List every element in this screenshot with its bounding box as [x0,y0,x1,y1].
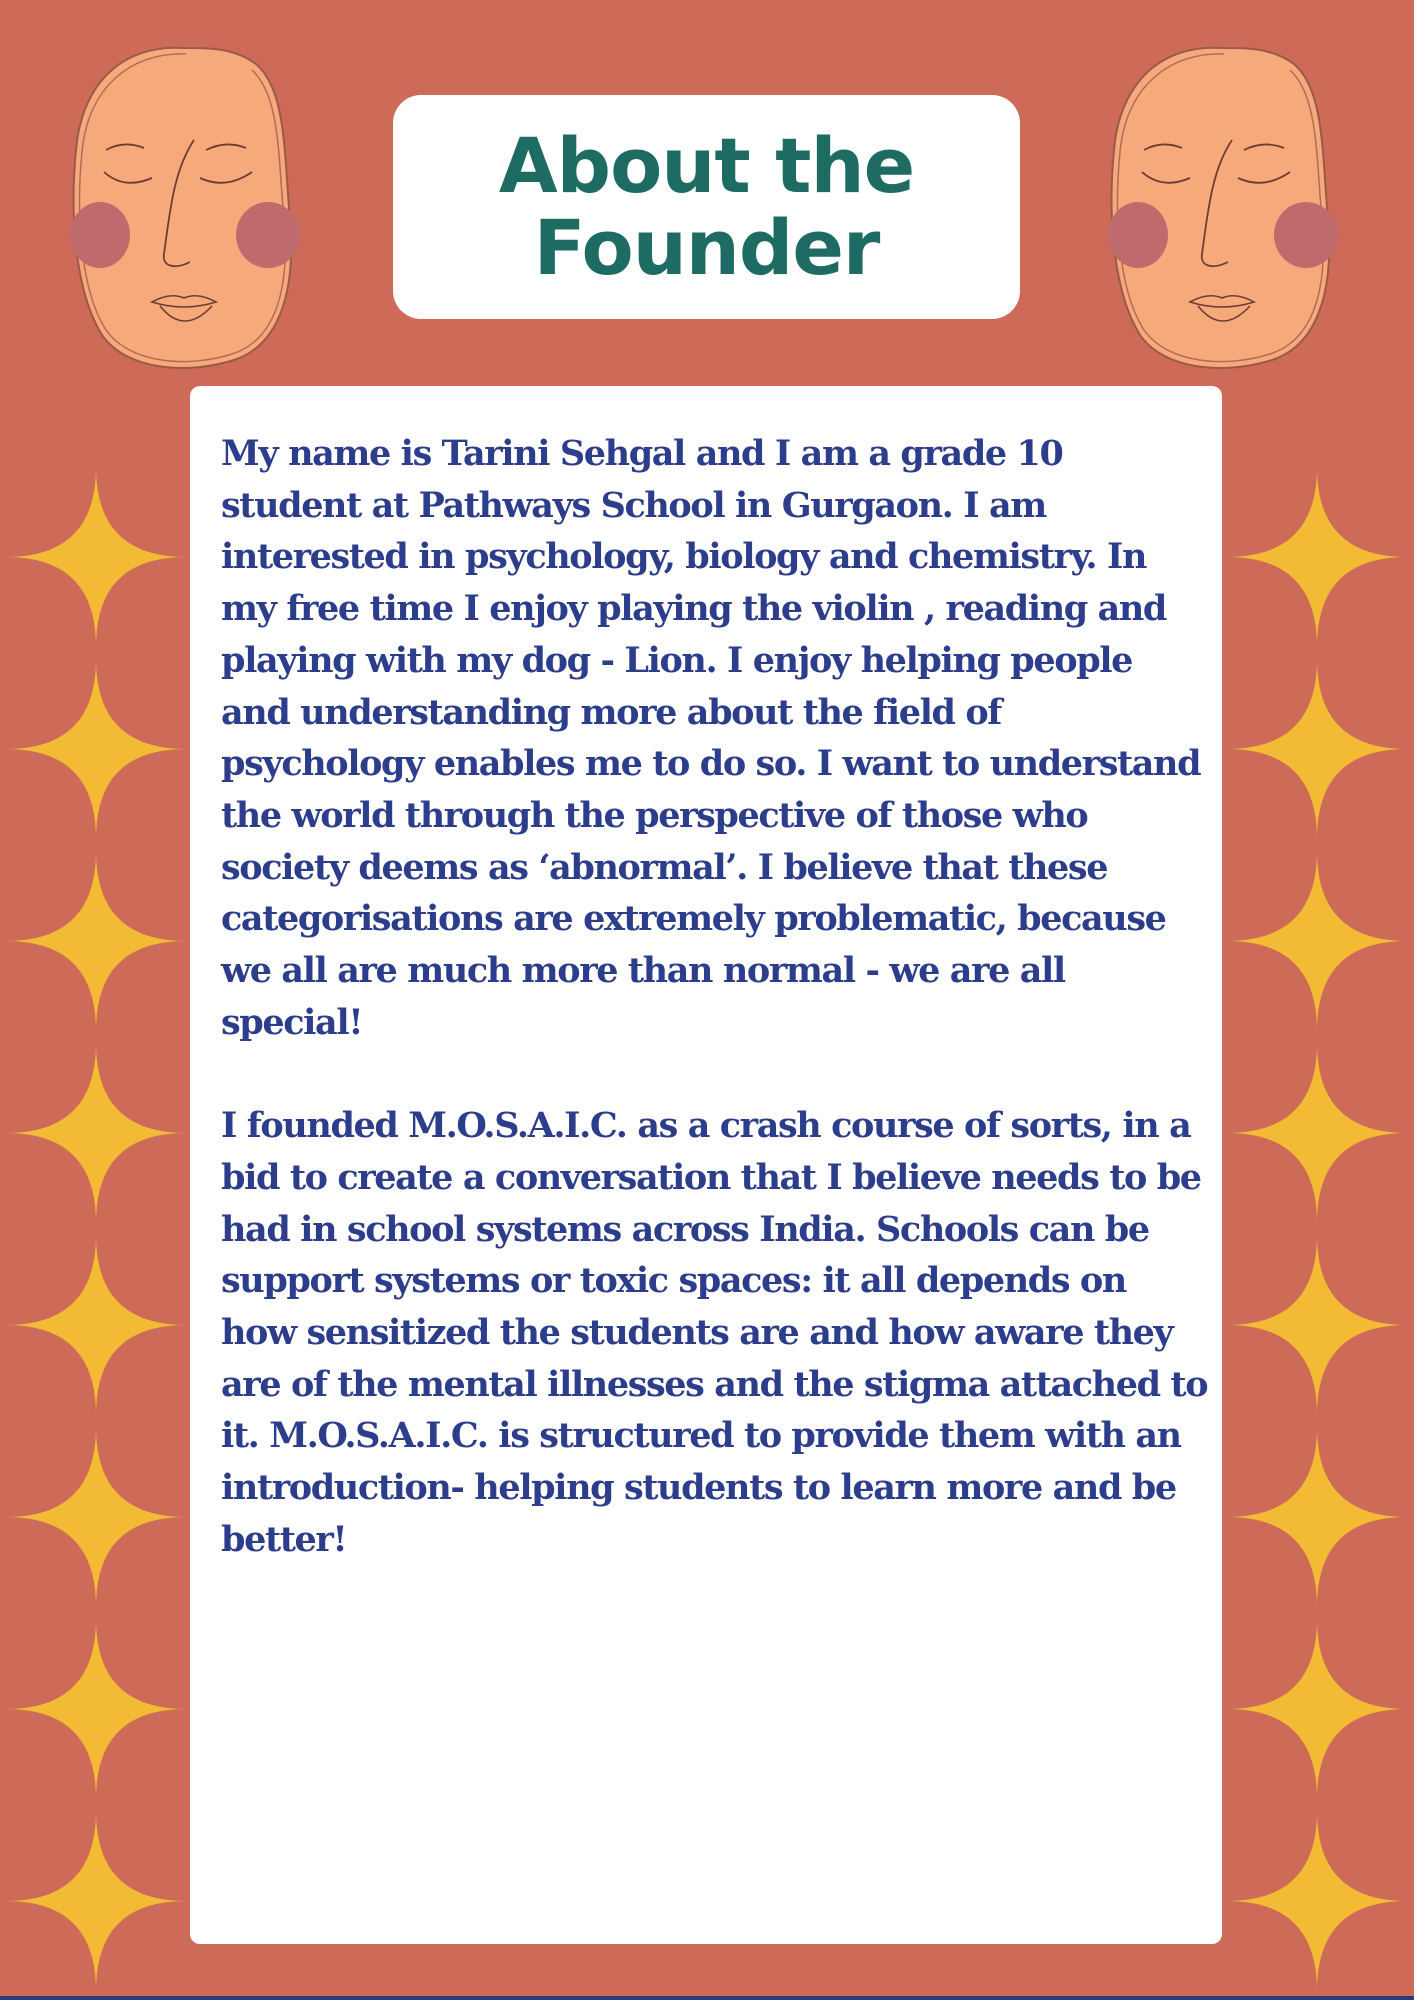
star-icon [1227,1619,1407,1799]
right-face-illustration-icon [1104,40,1344,380]
star-icon [6,659,186,839]
page-title-line-2: Founder [533,203,880,292]
star-icon [1227,659,1407,839]
star-icon [6,851,186,1031]
bottom-border [0,1996,1414,2000]
star-icon [1227,1427,1407,1607]
left-face-illustration-icon [66,40,306,380]
star-icon [6,1043,186,1223]
star-icon [1227,851,1407,1031]
star-icon [1227,467,1407,647]
right-cheek [1274,202,1338,268]
bio-paragraph-2: I founded M.O.S.A.I.C. as a crash course of sorts, in a bid to create a conversation that I believe needs to be had in school systems across India. Schools can be support systems or toxic spaces: it all depends on how sensitized the students are and how aware they are of the mental illnesses and the stigma attached to it. M.O.S.A.I.C. is structured to provide them with an introduction- helping students to learn more and be better! [221,1105,1208,1560]
star-icon [6,1619,186,1799]
title-box [393,95,1020,319]
page-title-line-1: About the [498,121,915,210]
left-cheek [70,202,130,268]
star-icon [6,1427,186,1607]
founder-bio [221,428,1211,1565]
right-cheek [236,202,300,268]
bio-paragraph-1: My name is Tarini Sehgal and I am a grade 10 student at Pathways School in Gurgaon. I am interested in psychology, biology and chemistry. In my free time I enjoy playing the violin , reading and playing with my dog - Lion. I enjoy helping people and understanding more about the field of psychology enables me to do so. I want to understand the world through the perspective of those who society deems as ‘abnormal’. I believe that these categorisations are extremely problematic, because we all are much more than normal - we are all special! [221,433,1201,1043]
star-icon [6,1235,186,1415]
star-icon [6,467,186,647]
left-cheek [1108,202,1168,268]
star-icon [1227,1235,1407,1415]
star-icon [6,1811,186,1991]
content-card [190,386,1222,1944]
star-icon [1227,1811,1407,1991]
star-icon [1227,1043,1407,1223]
